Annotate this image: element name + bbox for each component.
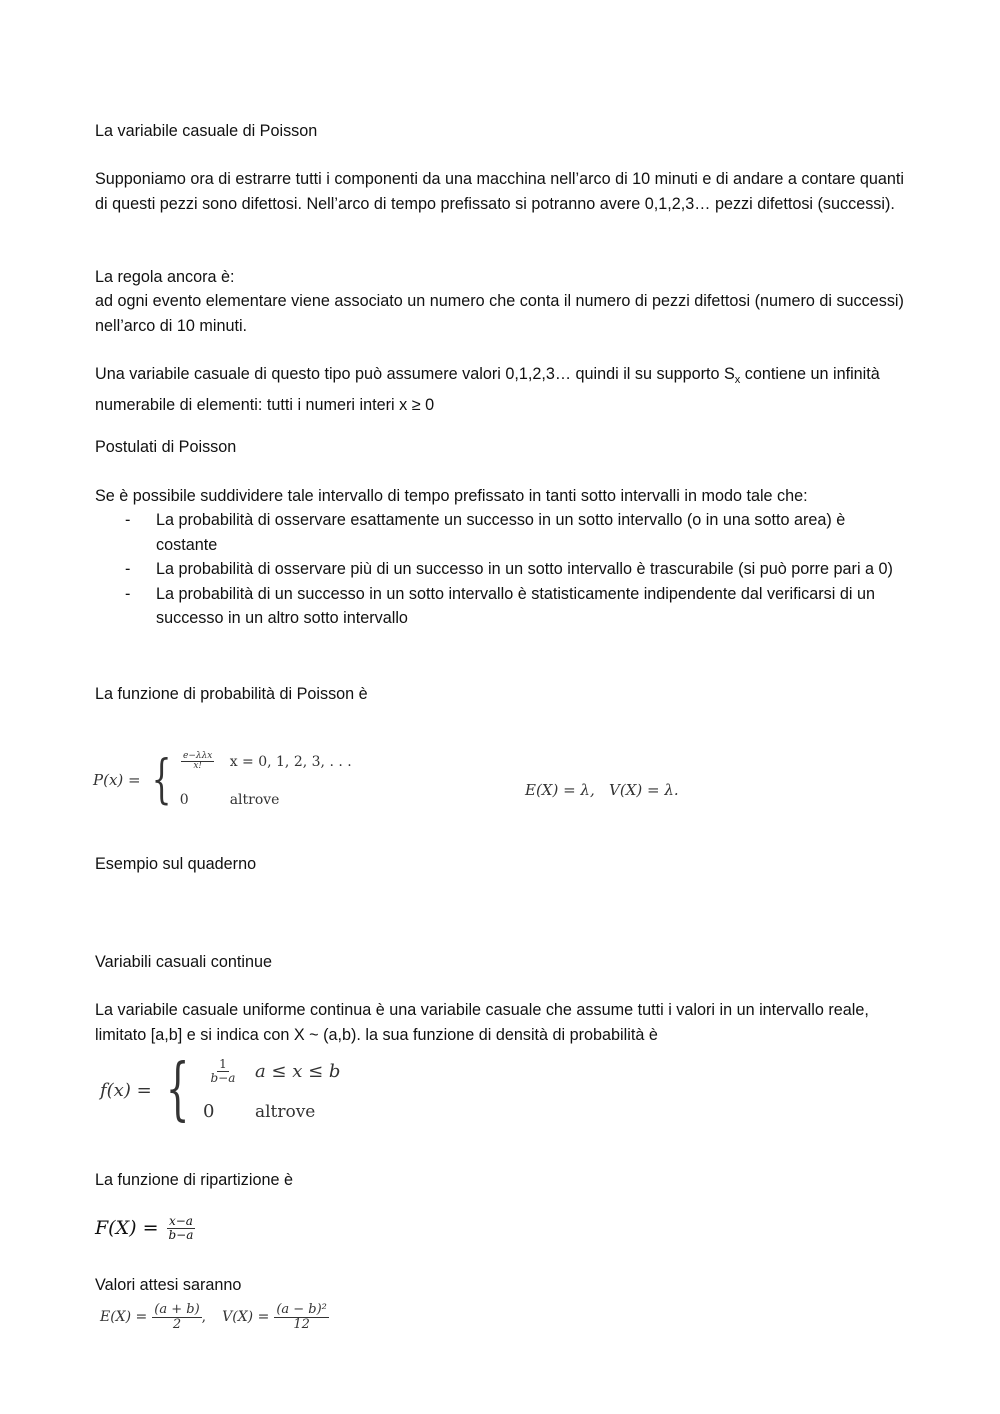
uniform-pdf-zero: 0 [202, 1101, 215, 1122]
bullet-dash: - [125, 560, 131, 578]
left-brace-icon: { [165, 1050, 190, 1129]
cdf-label: La funzione di ripartizione è [95, 1171, 293, 1189]
list-item-text: La probabilità di un successo in un sotto intervallo è statisticamente indipendente dal verificarsi di un successo in un altro sotto intervallo [156, 584, 875, 627]
uniform-mean-numerator: (a + b) [154, 1302, 200, 1317]
rule-heading: La regola ancora è: [95, 268, 235, 286]
uniform-pdf-fraction [203, 1058, 243, 1085]
uniform-mean-denominator: 2 [172, 1316, 182, 1332]
poisson-otherwise: altrove [229, 792, 280, 808]
example-note: Esempio sul quaderno [95, 855, 257, 873]
cdf-denominator: b−a [168, 1227, 194, 1242]
uniform-cases [203, 1058, 340, 1122]
support-text-before: Una variabile casuale di questo tipo può assumere valori 0,1,2,3… quindi il su supporto S [95, 365, 735, 383]
uniform-pdf-condition: a ≤ x ≤ b [254, 1060, 341, 1082]
poisson-cases [180, 752, 352, 808]
uniform-mean-lhs: E(X) = [100, 1309, 148, 1326]
uniform-pdf-lhs: f(x) = [100, 1079, 152, 1101]
uniform-pdf-formula [100, 1050, 341, 1129]
support-subscript: x [734, 374, 741, 387]
uniform-paragraph: La variabile casuale uniforme continua è una variabile casuale che assume tutti i valori in un intervallo reale, limitato [a,b] e si indica con X ~ (a,b). la sua funzione di densità di probabilità è [95, 1001, 869, 1044]
uniform-variance-lhs: V(X) = [222, 1309, 270, 1326]
left-brace-icon: { [151, 750, 172, 810]
poisson-moments: E(X) = λ, V(X) = λ. [525, 781, 679, 799]
bullet-dash: - [125, 511, 131, 529]
uniform-mean-fraction [152, 1303, 201, 1332]
uniform-moments-formula [100, 1303, 329, 1332]
list-item [95, 582, 910, 631]
uniform-pdf-otherwise: altrove [254, 1101, 316, 1122]
postulati-list [95, 508, 910, 631]
bullet-dash: - [125, 584, 131, 603]
uniform-moments-separator: , [201, 1309, 207, 1326]
poisson-lhs: P(x) = [93, 771, 141, 789]
list-item [95, 557, 910, 582]
poisson-numerator: e−λλx [183, 751, 213, 761]
poisson-denominator: x! [193, 761, 203, 772]
uniform-variance-fraction [274, 1303, 329, 1332]
paragraph-intro: Supponiamo ora di estrarre tutti i componenti da una macchina nell’arco di 10 minuti e di andare a contare quanti di questi pezzi sono difettosi. Nell’arco di tempo prefissato si potranno avere 0,1,2,3… pezzi difettosi (successi). [95, 170, 904, 213]
cdf-numerator: x−a [168, 1214, 193, 1228]
section-title-continuous: Variabili casuali continue [95, 953, 272, 971]
poisson-zero: 0 [179, 792, 189, 808]
support-paragraph [95, 362, 910, 417]
uniform-variance-numerator: (a − b)² [276, 1302, 327, 1317]
uniform-cdf-formula [95, 1215, 195, 1242]
list-item [95, 508, 910, 557]
uniform-pdf-denominator: b−a [210, 1070, 236, 1085]
section-title-poisson: La variabile casuale di Poisson [95, 122, 318, 140]
poisson-function-label: La funzione di probabilità di Poisson è [95, 685, 368, 703]
cdf-fraction [167, 1215, 196, 1242]
cdf-lhs: F(X) = [95, 1217, 159, 1240]
postulati-intro: Se è possibile suddividere tale intervallo di tempo prefissato in tanti sotto intervalli in modo tale che: [95, 487, 808, 505]
poisson-pmf-formula [93, 752, 352, 808]
poisson-condition: x = 0, 1, 2, 3, . . . [229, 754, 352, 771]
list-item-text: La probabilità di osservare più di un successo in un sotto intervallo è trascurabile (si può porre pari a 0) [156, 560, 893, 578]
rule-text: ad ogni evento elementare viene associato un numero che conta il numero di pezzi difettosi (numero di successi) nell’arco di 10 minuti. [95, 292, 904, 335]
postulati-title: Postulati di Poisson [95, 438, 237, 456]
poisson-fraction [180, 752, 216, 772]
uniform-variance-denominator: 12 [293, 1316, 310, 1332]
support-text-after: contiene un infinità numerabile di elementi: tutti i numeri interi x ≥ 0 [95, 365, 880, 414]
list-item-text: La probabilità di osservare esattamente un successo in un sotto intervallo (o in una sotto area) è costante [156, 511, 846, 554]
expected-values-label: Valori attesi saranno [95, 1276, 242, 1294]
uniform-pdf-numerator: 1 [219, 1057, 227, 1071]
